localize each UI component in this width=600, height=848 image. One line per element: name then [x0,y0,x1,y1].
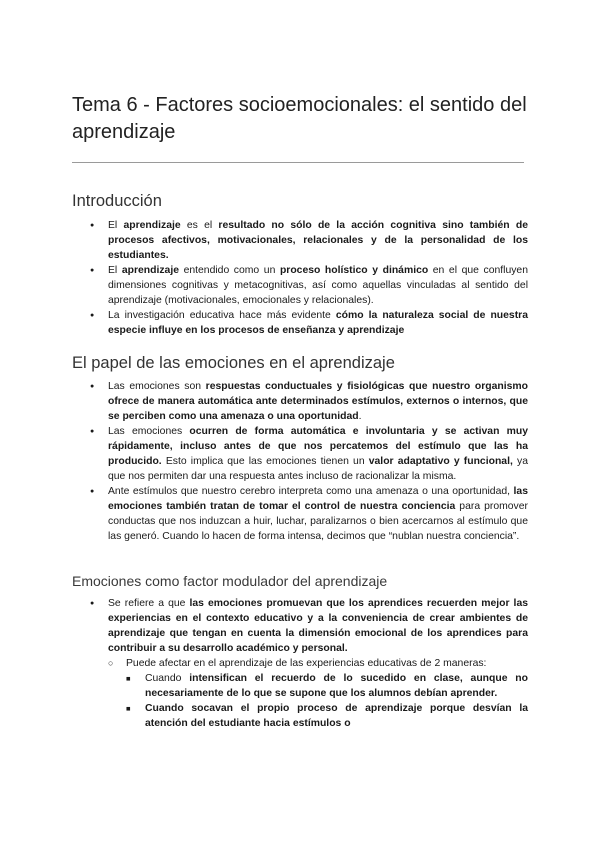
bold-text: cómo la naturaleza social de nuestra especie influye en los procesos de enseñanza y aprendizaje [108,310,528,336]
text-run: en el que confluyen dimensiones cognitivas y metacognitivas, así como aquellas vinculadas al sentido del aprendizaje (motivacionales, emocionales y relacionales). [108,265,528,306]
text-run: Puede afectar en el aprendizaje de las experiencias educativas de 2 maneras: [126,658,487,669]
subsub-list-item [126,701,528,731]
subsub-list [126,671,528,731]
list-factor-modulador [90,596,528,731]
bold-text: valor adaptativo y funcional, [368,456,513,467]
text-run: para promover conductas que nos induzcan a huir, luchar, paralizarnos o bien acercarnos al estímulo que las generó. Cuando lo hacen de forma intensa, decimos que “nublan nuestra conciencia”. [108,501,528,542]
text-run: La investigación educativa hace más evidente [108,310,336,321]
list-item-text [108,598,528,654]
text-run: Se refiere a que [108,598,190,609]
list-item [90,596,528,731]
heading-factor-modulador: Emociones como factor modulador del aprendizaje [72,573,388,589]
list-papel-emociones [90,379,528,544]
list-item [90,379,528,424]
bold-text: respuestas conductuales y fisiológicas que nuestro organismo ofrece de manera automática ante determinados estímulos, externos o internos, que se perciben como una amenaza o una oportunidad [108,381,528,422]
heading-papel-emociones: El papel de las emociones en el aprendizaje [72,354,395,372]
sub-list-item [108,656,528,731]
text-run: ya que nos permiten dar una respuesta antes incluso de racionalizar la misma. [108,456,528,482]
text-run: es el [180,220,219,231]
bold-text: intensifican el recuerdo de lo sucedido en clase, aunque no necesariamente de lo que se supone que los alumnos debían aprender. [145,673,528,699]
heading-introduccion: Introducción [72,192,162,210]
bold-text: las emociones también tratan de tomar el control de nuestra conciencia [108,486,528,512]
bold-text: proceso holístico y dinámico [279,265,429,276]
text-run: entendido como un [179,265,280,276]
sub-list [108,656,528,731]
text-run: Ante estímulos que nuestro cerebro interpreta como una amenaza o una oportunidad, [108,486,514,497]
list-item [90,424,528,484]
list-item [90,484,528,544]
text-run: El [108,265,122,276]
bold-text: aprendizaje [123,220,181,231]
bold-text: aprendizaje [121,265,179,276]
text-run: El [108,220,124,231]
title-divider [72,162,524,163]
bold-text: ocurren de forma automática e involuntaria y se activan muy rápidamente, incluso antes de que nos percatemos del estímulo que las ha producido. [108,426,528,467]
bold-text: las emociones promuevan que los aprendices recuerden mejor las experiencias en el contexto educativo y a la conveniencia de crear ambientes de aprendizaje que tengan en cuenta la dimensión emocional de los aprendices para contribuir a su desarrollo académico y personal. [108,598,528,654]
bold-text: resultado no sólo de la acción cognitiva sino también de procesos afectivos, motivacionales, relacionales y de la personalidad de los estudiantes. [108,220,528,261]
text-run: Cuando [145,673,190,684]
text-run: Las emociones [108,426,190,437]
subsub-list-item [126,671,528,701]
document-title: Tema 6 - Factores socioemocionales: el sentido del aprendizaje [72,94,527,143]
list-item [90,218,528,263]
bold-text: Cuando socavan el propio proceso de aprendizaje porque desvían la atención del estudiante hacia estímulos o [145,703,528,729]
list-item [90,263,528,308]
list-item [90,308,528,338]
sub-list-item-text [126,658,486,669]
text-run: Las emociones son [108,381,206,392]
text-run: Esto implica que las emociones tienen un [161,456,369,467]
list-introduccion [90,218,528,338]
text-run: . [358,411,362,422]
